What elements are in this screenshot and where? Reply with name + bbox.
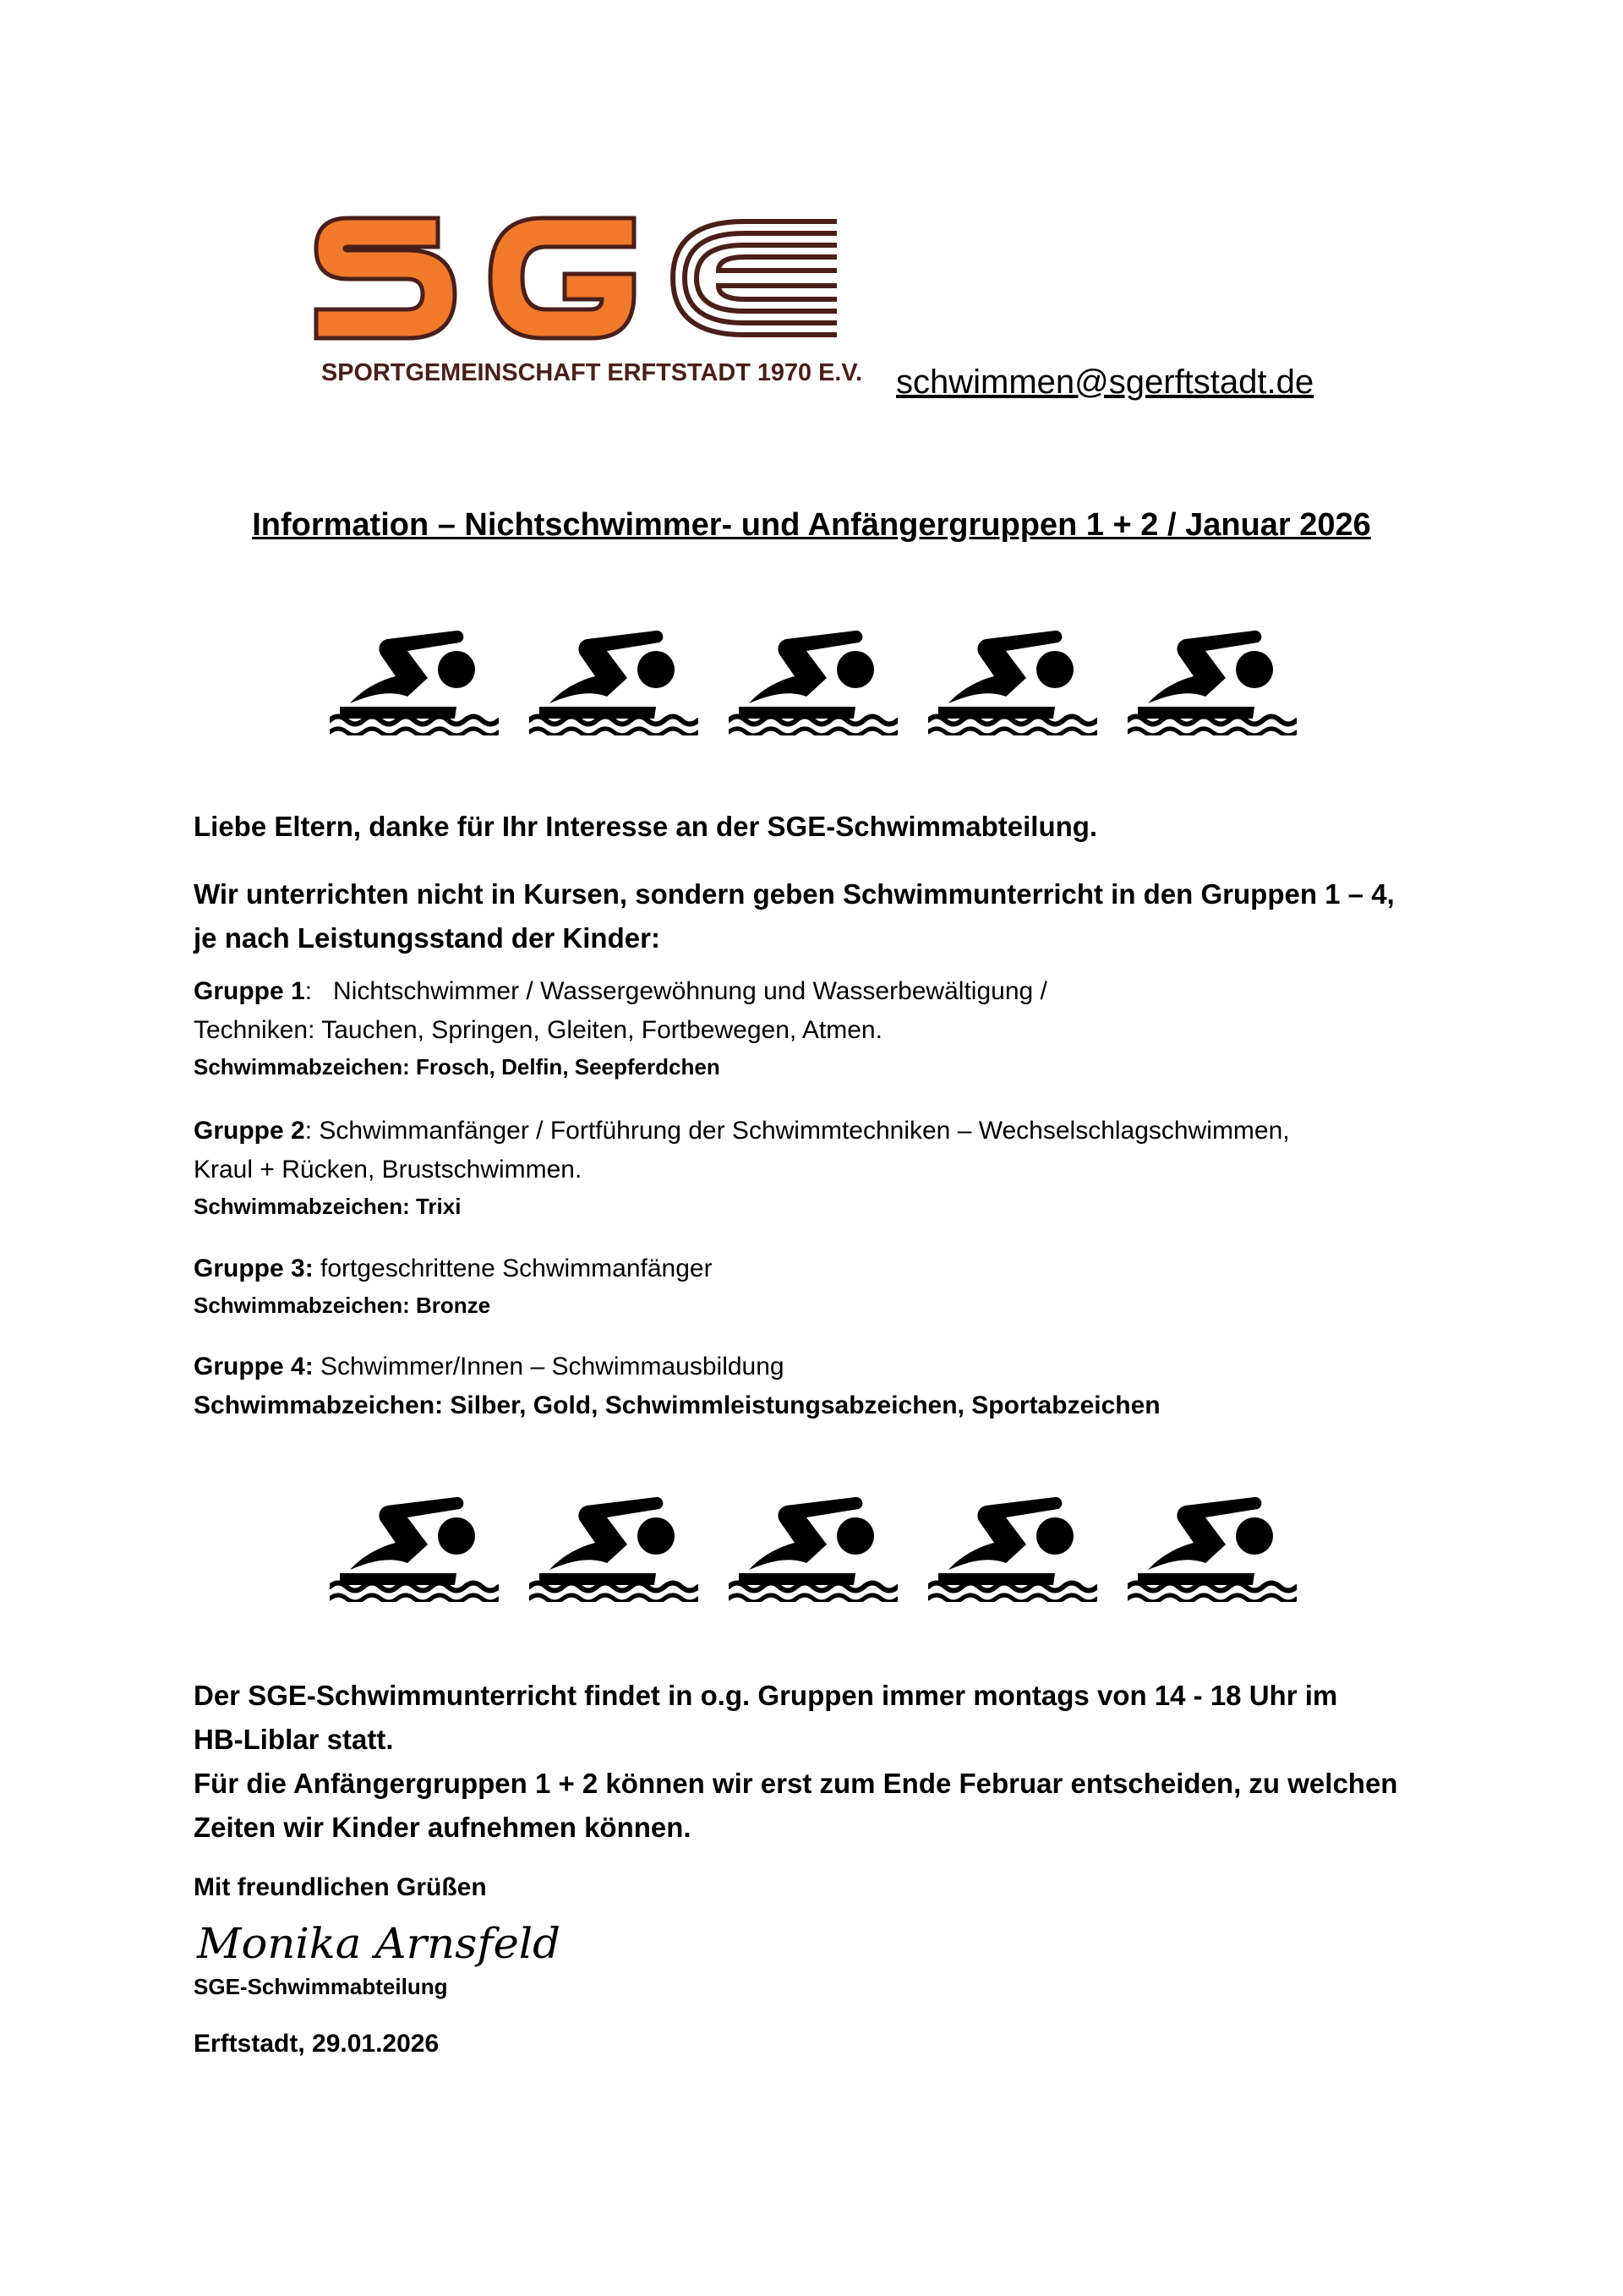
schedule-line: Der SGE-Schwimmunterricht findet in o.g. Gruppen immer montags von 14 - 18 Uhr im: [194, 1680, 1338, 1711]
schedule-line: HB-Liblar statt.: [194, 1724, 394, 1755]
email-link[interactable]: schwimmen@sgerftstadt.de: [896, 364, 1314, 401]
swimmer-icon: [1128, 626, 1297, 735]
swimmer-icon: [529, 1492, 698, 1602]
place-date: Erftstadt, 29.01.2026: [194, 2030, 440, 2058]
swimmer-icon: [928, 626, 1097, 735]
group-label: Gruppe 4:: [194, 1353, 314, 1380]
logo-subtitle: SPORTGEMEINSCHAFT ERFTSTADT 1970 E.V.: [321, 359, 862, 386]
schedule-line: Für die Anfängergruppen 1 + 2 können wir erst zum Ende Februar entscheiden, zu welchen: [194, 1768, 1398, 1799]
group-description: Schwimmanfänger / Fortführung der Schwimmtechniken – Wechselschlagschwimmen,: [312, 1117, 1290, 1145]
swimmer-icon: [330, 626, 499, 735]
swimmer-row-top: [330, 626, 1297, 735]
schedule-paragraph: [194, 1674, 1478, 1850]
svg-text:Monika Arnsfeld: Monika Arnsfeld: [195, 1919, 560, 1968]
group-label: Gruppe 3:: [194, 1255, 314, 1282]
swimmer-icon: [330, 1492, 499, 1602]
group-sep: :: [304, 977, 313, 1005]
closing-text: Mit freundlichen Grüßen: [194, 1873, 487, 1901]
group-badges: Schwimmabzeichen: Bronze: [194, 1293, 491, 1318]
group-badges: Schwimmabzeichen: Silber, Gold, Schwimmleistungsabzeichen, Sportabzeichen: [194, 1391, 1161, 1419]
lead-line: je nach Leistungsstand der Kinder:: [194, 922, 660, 954]
group-1-block: [194, 972, 1478, 1084]
swimmer-icon: [1128, 1492, 1297, 1602]
lead-paragraph: [194, 872, 1478, 960]
page-title: Information – Nichtschwimmer- und Anfängergruppen 1 + 2 / Januar 2026: [252, 507, 1371, 543]
swimmer-icon: [928, 1492, 1097, 1602]
group-2-block: [194, 1112, 1478, 1223]
swimmer-icon: [729, 1492, 898, 1602]
group-description: Kraul + Rücken, Brustschwimmen.: [194, 1156, 582, 1184]
group-label: Gruppe 1: [194, 977, 305, 1005]
sge-logo: [296, 193, 892, 398]
handwritten-signature: [194, 1909, 591, 1976]
group-description: Techniken: Tauchen, Springen, Gleiten, Fortbewegen, Atmen.: [194, 1016, 883, 1044]
group-label: Gruppe 2: [194, 1117, 305, 1145]
lead-line: Wir unterrichten nicht in Kursen, sondern geben Schwimmunterricht in den Gruppen 1 – 4,: [194, 878, 1395, 910]
swimmer-icon: [529, 626, 698, 735]
swimmer-row-bottom: [330, 1492, 1297, 1602]
schedule-line: Zeiten wir Kinder aufnehmen können.: [194, 1812, 691, 1843]
group-sep: :: [304, 1117, 313, 1145]
group-description: fortgeschrittene Schwimmanfänger: [313, 1255, 713, 1282]
swimmer-icon: [729, 626, 898, 735]
group-3-block: [194, 1249, 1478, 1322]
intro-text: Liebe Eltern, danke für Ihr Interesse an der SGE-Schwimmabteilung.: [194, 811, 1098, 842]
department-text: SGE-Schwimmabteilung: [194, 1974, 448, 1999]
group-badges: Schwimmabzeichen: Frosch, Delfin, Seepferdchen: [194, 1054, 720, 1080]
group-description: Nichtschwimmer / Wassergewöhnung und Wasserbewältigung /: [312, 977, 1047, 1005]
group-4-block: [194, 1348, 1478, 1425]
group-description: Schwimmer/Innen – Schwimmausbildung: [313, 1353, 784, 1380]
group-badges: Schwimmabzeichen: Trixi: [194, 1194, 462, 1219]
